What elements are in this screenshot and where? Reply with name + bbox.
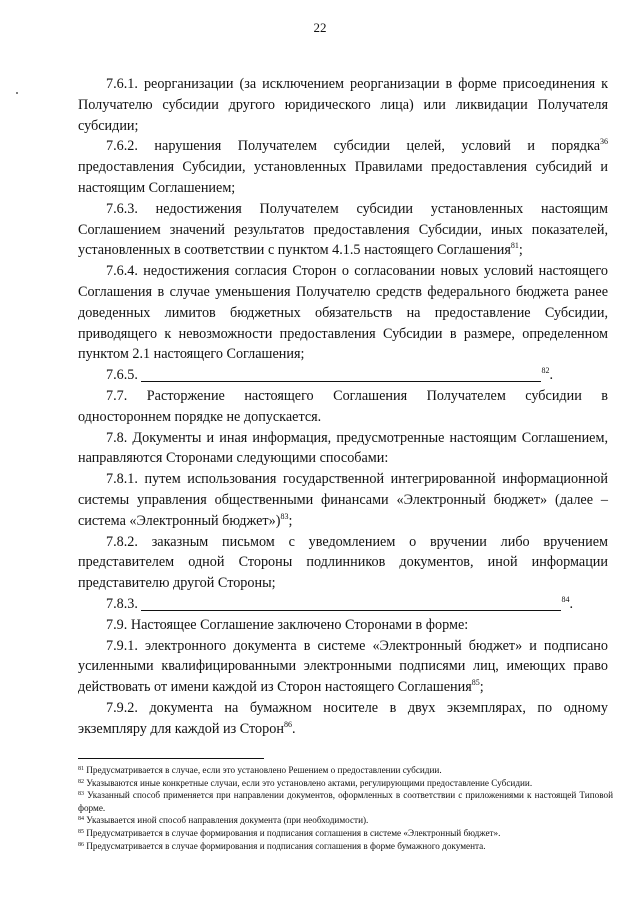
footnote-83: $^{83}$ Указанный способ применяется при направлении документов, оформленных в соответствии с приложениями к настоящей Типовой форме. [78,790,613,813]
footnote-ref: 36 [600,137,608,147]
paragraph-7-9-2: 7.9.2. документа на бумажном носителе в двух экземплярах, по одному экземпляру для каждой из Сторон$^{86}$. [78,699,608,737]
paragraph-7-8-2: 7.8.2. заказным письмом с уведомлением о вручении либо вручением представителем одной Стороны подлинников документов, иной информации представителю другой Стороны; [78,533,608,592]
paragraph-7-9-1: 7.9.1. электронного документа в системе «Электронный бюджет» и подписано усиленными квалифицированными электронными подписями лиц, имеющих право действовать от имени каждой из Сторон настоящего Соглашения$^{85}$; [78,637,608,696]
paragraph-7-9: 7.9. Настоящее Соглашение заключено Сторонами в форме: [106,616,469,633]
fill-in-line [141,367,541,382]
footnote-85: $^{85}$ Предусматривается в случае формирования и подписания соглашения в системе «Электронный бюджет». [78,827,501,838]
footnote-ref: 86 [283,719,292,729]
paragraph-7-8-1: 7.8.1. путем использования государственной интегрированной информационной системы управления общественными финансами «Электронный бюджет» (далее – система «Электронный бюджет»)$^{83}$; [78,471,608,529]
paragraph-7-6-1: 7.6.1. реорганизации (за исключением реорганизации в форме присоединения к Получателю субсидии другого юридического лица) или ликвидации Получателя субсидии; [78,76,608,134]
paragraph-7-6-5: 7.6.5. $^{82}$. [106,366,554,384]
document-body [78,74,608,740]
footnote-82: $^{82}$ Указываются иные конкретные случаи, если это установлено актами, регулирующими предоставление Субсидии. [78,777,533,788]
paragraph-7-6-4: 7.6.4. недостижения согласия Сторон о согласовании новых условий настоящего Соглашения в случае уменьшения Получателю средств федерального бюджета ранее доведенных лимитов бюджетных обязательств на предоставление Субсидии, приводящего к невозможности предоставления Субсидии в размере, определенном пунктом 2.1 настоящего Соглашения; [78,263,608,363]
footnote-separator [78,758,264,759]
footnote-ref: 83 [280,511,289,521]
paragraph-7-8: 7.8. Документы и иная информация, предусмотренные настоящим Соглашением, направляются Сторонами следующими способами: [78,429,608,467]
footnote-81: $^{81}$ Предусматривается в случае, если это установлено Решением о предоставлении субсидии. [78,765,442,775]
footnote-ref: 85 [471,678,480,688]
paragraph-7-6-3: 7.6.3. недостижения Получателем субсидии установленных настоящим Соглашением значений результатов предоставления Субсидии, иных показателей, установленных в соответствии с пунктом 4.1.5 настоящего Соглашения$^{81}$; [78,200,608,259]
footnote-ref: 82 [541,366,550,376]
footnote-ref: 84 [561,594,570,604]
paragraph-7-7: 7.7. Расторжение настоящего Соглашения Получателем субсидии в одностороннем порядке не допускается. [78,387,608,425]
footnote-84: $^{84}$ Указывается иной способ направления документа (при необходимости). [78,815,369,826]
paragraph-7-6-2: 7.6.2. нарушения Получателем субсидии целей, условий и порядка$^{36}$ предоставления Субсидии, установленных Правилами предоставления субсидий и настоящим Соглашением; [78,137,608,196]
footnotes [78,764,613,852]
page-number: 22 [313,20,327,35]
scan-speck [16,92,18,94]
footnote-86: $^{86}$ Предусматривается в случае формирования и подписания соглашения в форме бумажного документа. [78,840,486,851]
paragraph-7-8-3: 7.8.3. $^{84}$. [106,594,574,612]
fill-in-line [141,596,561,611]
footnote-ref: 81 [510,241,519,251]
